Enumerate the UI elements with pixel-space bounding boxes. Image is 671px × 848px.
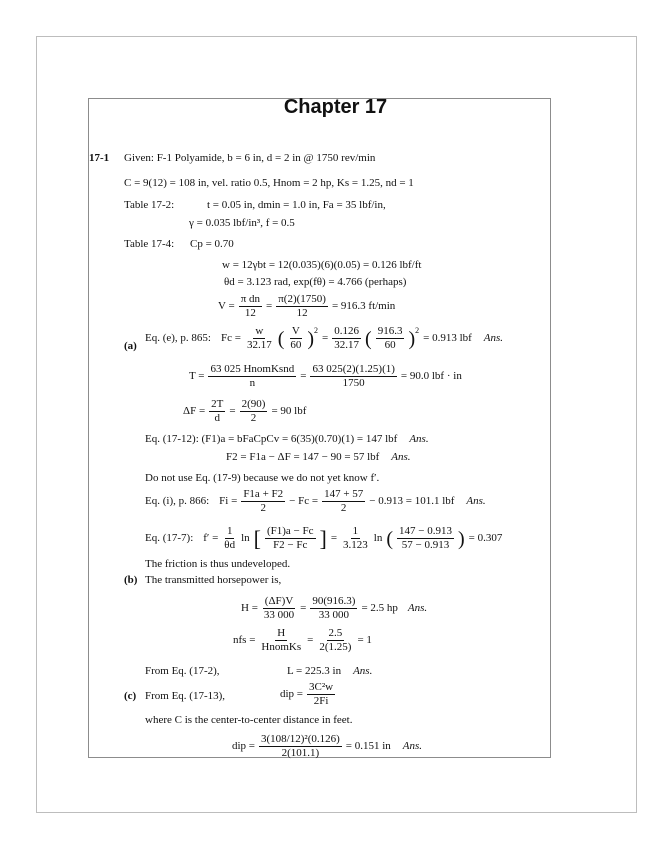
velocity-result: = 916.3 ft/min: [331, 300, 396, 312]
table-17-4-values: Cp = 0.70: [190, 238, 234, 250]
velocity-equation: V = $\frac{\text{π dn}}{12}$ = $\frac{\pi(2)(1750)}{12}$ = 916.3 ft/min: [218, 293, 396, 319]
do-not-use-note: Do not use Eq. (17-9) because we do not yet know f′.: [145, 472, 380, 484]
velocity-fraction-1: $\frac{\text{π dn}}{12}$: [240, 293, 261, 319]
fc-lhs: Fc =: [220, 332, 241, 344]
part-c-lead: From Eq. (17-13),: [145, 690, 226, 702]
where-note: where C is the center-to-center distance in feet.: [145, 714, 353, 726]
horsepower-equation: H = $\frac{(\Delta F)V}{33 000}$ = $\frac{90(916.3)}{33 000}$ = 2.5 hp Ans.: [241, 595, 428, 621]
friction-note: The friction is thus undeveloped.: [145, 558, 291, 570]
velocity-lhs: V =: [218, 300, 235, 312]
chapter-title: Chapter 17: [283, 96, 388, 118]
dip-result-equation: dip = $\frac{\text{3(108/12)²(0.126)}}{2(101.1)}$ = 0.151 in Ans.: [232, 733, 423, 759]
dip-formula: dip = $\frac{\text{3C²w}}{2Fi}$: [280, 681, 334, 707]
weight-equation: w = 12γbt = 12(0.035)(6)(0.05) = 0.126 lbf/ft: [222, 259, 422, 271]
fc-result: = 0.913 lbf: [423, 332, 472, 344]
part-b-label: (b): [124, 574, 138, 586]
belt-length-line: L = 225.3 in Ans.: [287, 665, 373, 677]
eq-17-12-line: Eq. (17-12): (F1)a = bFaCpCv = 6(35)(0.70)(1) = 147 lbf Ans.: [145, 433, 429, 445]
factor-of-safety-equation: nfs = H HnomKs = $\frac{2.5}{2(1.25)}$ = 1: [233, 627, 372, 653]
part-b-text: The transmitted horsepower is,: [145, 574, 282, 586]
fc-ans: Ans.: [483, 332, 504, 344]
part-a-label: (a): [124, 340, 137, 352]
f2-line: F2 = F1a − ΔF = 147 − 90 = 57 lbf Ans.: [226, 451, 411, 463]
force-difference-equation: ΔF = $\frac{2T}{d}$ = $\frac{2(90)}{2}$ = 90 lbf: [183, 398, 307, 424]
content-frame: [88, 98, 551, 758]
friction-coefficient-equation: Eq. (17-7): f′ = $\frac{1}{\theta d}$ ln [ (F1)a − Fc F2 − Fc ] = $\frac{1}{3.123}$ ln ( 147 − 0.913 57 − 0.913 ) = 0.307: [145, 525, 503, 551]
centrifugal-force-equation: Eq. (e), p. 865: Fc = $\frac{w}{32.17}$ ( V 60 ) $^2$ = $\frac{0.126}{32.17}$ ( 916.3 60 ) $^2$ = 0.913 lbf Ans.: [145, 325, 504, 351]
torque-equation: T = 63 025 HnomKsnd n = $\frac{63 025(2)(1.25)(1)}{1750}$ = 90.0 lbf · in: [189, 363, 462, 389]
fc-lead: Eq. (e), p. 865:: [145, 332, 211, 344]
velocity-fraction-2: $\frac{\pi(2)(1750)}{12}$: [278, 293, 326, 319]
initial-tension-equation: Eq. (i), p. 866: Fi = $\frac{F1a + F2}{2}$ − Fc = $\frac{147 + 57}{2}$ − 0.913 = 101.1 lbf Ans.: [145, 488, 486, 514]
from-eq-17-2: From Eq. (17-2),: [145, 665, 220, 677]
problem-number: 17-1: [89, 152, 110, 164]
part-c-label: (c): [124, 690, 137, 702]
given-line: Given: F-1 Polyamide, b = 6 in, d = 2 in @ 1750 rev/min: [124, 152, 376, 164]
center-distance-line: C = 9(12) = 108 in, vel. ratio 0.5, Hnom = 2 hp, Ks = 1.25, nd = 1: [124, 177, 414, 189]
theta-equation: θd = 3.123 rad, exp(fθ) = 4.766 (perhaps): [224, 276, 407, 288]
table-17-2-values-2: γ = 0.035 lbf/in³, f = 0.5: [189, 217, 295, 229]
table-17-2-values-1: t = 0.05 in, dmin = 1.0 in, Fa = 35 lbf/in,: [207, 199, 386, 211]
table-17-4-label: Table 17-4:: [124, 238, 175, 250]
table-17-2-label: Table 17-2:: [124, 199, 175, 211]
